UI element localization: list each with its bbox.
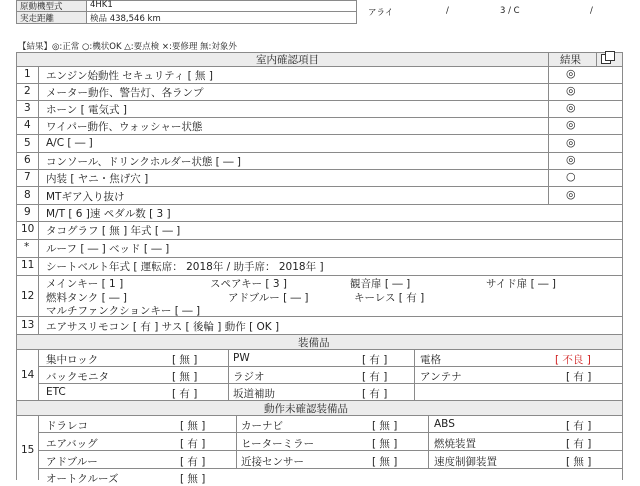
spare-key: スペアキー [ 3 ] (210, 278, 287, 290)
copy-icon[interactable] (600, 51, 616, 65)
row-roof-text: ルーフ [ ― ] ベッド [ ― ] (46, 243, 170, 255)
eq-etc: ETC (46, 386, 66, 398)
mileage-value: 検品 438,546 km (90, 14, 161, 24)
unconfirmed-no: 15 (21, 444, 35, 456)
un-heater-mirror: ヒーターミラー (241, 438, 315, 450)
equipment-no: 14 (21, 369, 35, 381)
un-speed-limiter: 速度制御装置 (434, 456, 497, 468)
result-header: 結果 (560, 54, 581, 66)
unconfirmed-title: 動作未確認装備品 (264, 403, 348, 415)
row-4-result: ◎ (566, 118, 576, 131)
un-combustion: 燃焼装置 (434, 438, 476, 450)
row-5-result: ◎ (566, 136, 576, 149)
tire-slash-1: / (446, 6, 449, 16)
row-13-text: エアサスリモコン [ 有 ] サス [ 後輪 ] 動作 [ OK ] (46, 321, 280, 333)
row-10-no: 10 (21, 223, 35, 235)
row-12-no: 12 (21, 290, 35, 302)
row-2-result: ◎ (566, 84, 576, 97)
un-navi-value: [ 無 ] (372, 420, 398, 432)
section1-title: 室内確認項目 (256, 54, 319, 66)
eq-antenna-value: [ 有 ] (566, 371, 592, 383)
row-7-no: 7 (24, 171, 31, 183)
row-7-result: ○ (566, 170, 576, 183)
un-proximity-value: [ 無 ] (372, 456, 398, 468)
un-auto-cruise: オートクルーズ (46, 473, 119, 485)
row-7-text: 内装 [ ヤニ・焦げ穴 ] (46, 173, 149, 185)
equipment-title: 装備品 (298, 337, 330, 349)
un-dashcam: ドラレコ (46, 420, 88, 432)
row-11-no: 11 (21, 259, 35, 271)
row-1-text: エンジン始動性 セキュリティ [ 無 ] (46, 70, 213, 82)
section1-header-shade (16, 52, 622, 66)
row-10-text: タコグラフ [ 無 ] 年式 [ ― ] (46, 225, 181, 237)
un-proximity: 近接センサー (241, 456, 304, 468)
row-2-text: メーター動作、警告灯、各ランプ (46, 87, 204, 99)
eq-antenna: アンテナ (420, 371, 462, 383)
adblue: アドブルー [ ― ] (228, 292, 309, 304)
keyless: キーレス [ 有 ] (354, 292, 425, 304)
engine-model-value: 4HK1 (90, 0, 113, 10)
eq-pw: PW (233, 352, 250, 364)
eq-hill-assist: 坂道補助 (233, 388, 275, 400)
mileage-label: 実走距離 (20, 14, 55, 24)
eq-mirror-value: [ 不良 ] (555, 354, 591, 366)
eq-hill-assist-value: [ 有 ] (362, 388, 388, 400)
row-5-no: 5 (24, 137, 31, 149)
eq-etc-value: [ 有 ] (172, 388, 198, 400)
row-6-text: コンソール、ドリンクホルダー状態 [ ― ] (46, 156, 242, 168)
tire-label: アライ (368, 8, 394, 18)
un-dashcam-value: [ 無 ] (180, 420, 206, 432)
fuel-tank: 燃料タンク [ ― ] (46, 292, 127, 304)
un-abs: ABS (434, 418, 455, 430)
eq-radio: ラジオ (233, 371, 265, 383)
row-9-text: M/T [ 6 ]速 ペダル数 [ 3 ] (46, 208, 171, 220)
un-navi: カーナビ (241, 420, 283, 432)
tire-value: 3 / C (500, 6, 520, 16)
multifunction-key: マルチファンクションキー [ ― ] (46, 305, 201, 317)
eq-back-monitor-value: [ 無 ] (172, 371, 198, 383)
row-6-no: 6 (24, 154, 31, 166)
un-heater-mirror-value: [ 無 ] (372, 438, 398, 450)
row-6-result: ◎ (566, 153, 576, 166)
row-13-no: 13 (21, 319, 35, 331)
row-4-no: 4 (24, 119, 31, 131)
row-1-no: 1 (24, 68, 31, 80)
row-roof-no: * (24, 241, 30, 253)
row-11-text: シートベルト年式 [ 運転席： 2018年 / 助手席： 2018年 ] (46, 261, 324, 273)
eq-mirror: 電格 (420, 354, 441, 366)
un-airbag-value: [ 有 ] (180, 438, 206, 450)
engine-model-label: 原動機型式 (20, 2, 63, 12)
main-key: メインキー [ 1 ] (46, 278, 124, 290)
row-9-no: 9 (24, 206, 31, 218)
eq-pw-value: [ 有 ] (362, 354, 388, 366)
row-4-text: ワイパー動作、ウォッシャー状態 (46, 121, 203, 133)
result-legend: 【結果】◎:正常 ○:機状OK △:要点検 ×:要修理 無:対象外 (18, 42, 237, 52)
barn-door: 観音扉 [ ― ] (350, 278, 411, 290)
row-8-no: 8 (24, 189, 31, 201)
row-1-result: ◎ (566, 67, 576, 80)
row-8-text: MTギア入り抜け (46, 191, 125, 203)
row-8-result: ◎ (566, 188, 576, 201)
eq-back-monitor: バックモニタ (46, 371, 109, 383)
un-combustion-value: [ 有 ] (566, 438, 592, 450)
eq-central-lock: 集中ロック (46, 354, 99, 366)
un-auto-cruise-value: [ 無 ] (180, 473, 206, 485)
row-5-text: A/C [ ― ] (46, 137, 93, 149)
row-3-no: 3 (24, 102, 31, 114)
row-3-result: ◎ (566, 101, 576, 114)
un-speed-limiter-value: [ 無 ] (566, 456, 592, 468)
side-door: サイド扉 [ ― ] (486, 278, 556, 290)
eq-central-lock-value: [ 無 ] (172, 354, 198, 366)
un-adblue: アドブルー (46, 456, 98, 468)
un-airbag: エアバッグ (46, 438, 98, 450)
un-adblue-value: [ 有 ] (180, 456, 206, 468)
tire-slash-2: / (590, 6, 593, 16)
eq-radio-value: [ 有 ] (362, 371, 388, 383)
row-2-no: 2 (24, 85, 31, 97)
un-abs-value: [ 有 ] (566, 420, 592, 432)
row-3-text: ホーン [ 電気式 ] (46, 104, 127, 116)
